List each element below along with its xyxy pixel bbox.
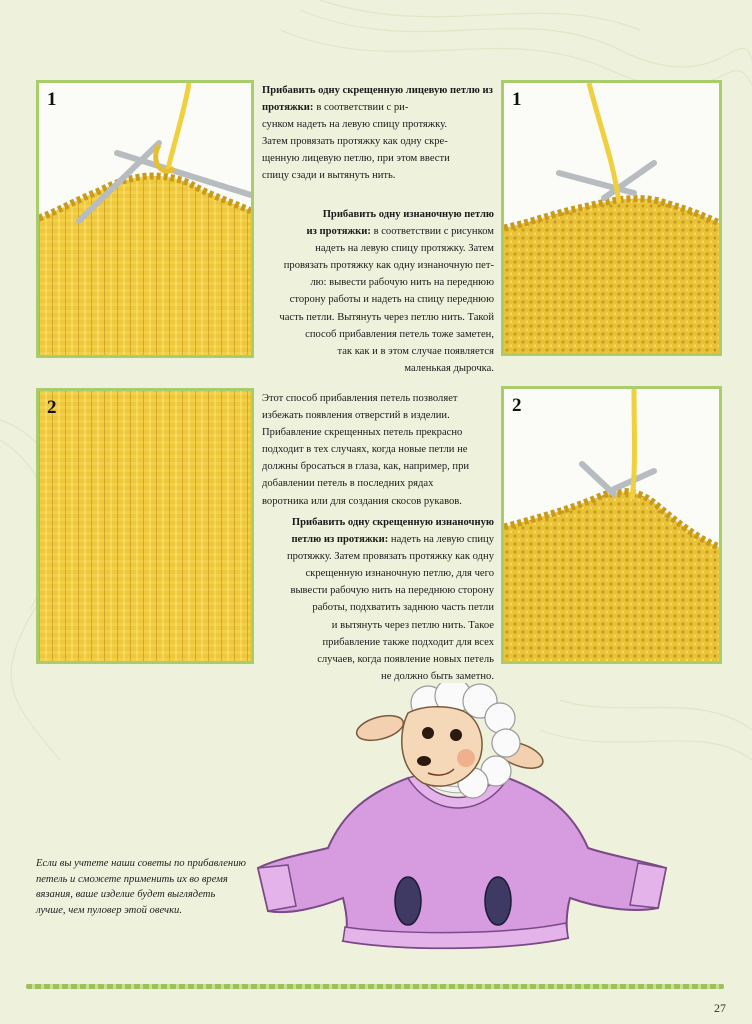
sheep-in-sweater-illustration	[248, 683, 668, 953]
instruction-line: избежать появления отверстий в изделии.	[262, 410, 450, 422]
instruction-line: добавлении петель в последних рядах	[262, 478, 434, 490]
instruction-line: так как и в этом случае появляется	[337, 345, 494, 357]
photo-knit-step-1-right	[501, 80, 722, 356]
instruction-line: прибавление также подходит для всех	[322, 636, 494, 648]
step-number-label: 2	[512, 395, 522, 416]
instruction-line: пет-	[475, 260, 494, 272]
instruction-crossed-purl-increase	[262, 514, 494, 685]
photo-needle-illustration	[39, 83, 251, 223]
instruction-heading: петлю из протяжки:	[291, 534, 389, 546]
instruction-crossed-stitch-note	[262, 390, 494, 510]
instruction-line: Прибавление скрещенных петель прекрасно	[262, 427, 463, 439]
instruction-line: провязать протяжку как одну изнаночную	[283, 260, 473, 272]
instruction-line: случаев, когда появление новых петель	[317, 653, 494, 665]
instruction-line: воротника или для создания скосов рукавов.	[262, 495, 462, 507]
instruction-line: Этот способ прибавления петель позволяет	[262, 393, 458, 404]
instruction-line: спицу сзади и вытянуть нить.	[262, 170, 396, 182]
instruction-line: в соответствии с рисунком	[373, 226, 494, 238]
instruction-line: сунком надеть на левую спицу протяжку.	[262, 119, 448, 131]
instruction-line: вывести рабочую нить на переднюю сторону	[290, 585, 494, 597]
instruction-line: надеть на левую спицу протяжку. Затем	[315, 243, 494, 255]
instruction-heading: Прибавить одну скрещенную лицевую петлю из протяжки:	[262, 85, 493, 114]
sheep-caption	[36, 856, 264, 918]
instruction-line: Затем провязать протяжку как одну скре-	[262, 136, 448, 148]
caption-line: петель и сможете применить их во время	[36, 873, 228, 885]
instruction-line: маленькая дырочка.	[404, 362, 494, 374]
photo-knit-step-2-right	[501, 386, 722, 664]
instruction-line: должны бросаться в глаза, как, например, при	[262, 461, 470, 473]
instruction-line: сторону работы и надеть на спицу переднюю	[289, 294, 494, 306]
instruction-line: в соответствии с ри-	[316, 102, 409, 114]
instruction-heading: Прибавить одну скрещенную изнаночную	[291, 517, 494, 528]
instruction-heading: из протяжки:	[306, 226, 371, 238]
instruction-line: и вытянуть через петлю нить. Такое	[331, 619, 494, 631]
instruction-line: способ прибавления петель тоже заметен,	[305, 328, 494, 340]
instruction-line: скрещенную изнаночную петлю, для чего	[305, 568, 494, 580]
instruction-line: щенную лицевую петлю, при этом ввести	[262, 153, 450, 165]
caption-line: вязания, ваше изделие будет выглядеть	[36, 889, 216, 900]
photo-needle-illustration	[504, 83, 719, 233]
footer-divider	[26, 984, 724, 989]
step-number-label: 1	[512, 89, 522, 110]
photo-knit-step-2-left	[36, 388, 254, 664]
instruction-line: лю: вывести рабочую нить на переднюю	[310, 277, 494, 289]
step-number-label: 1	[47, 89, 57, 110]
caption-line: лучше, чем пуловер этой овечки.	[36, 904, 182, 916]
instruction-line: работы, подхватить заднюю часть петли	[312, 602, 494, 614]
instruction-line: не должно быть заметно.	[381, 670, 494, 682]
step-number-label: 2	[47, 397, 57, 418]
instruction-line: подходит в тех случаях, когда новые петли не	[262, 444, 468, 456]
instruction-line: часть петли. Вытянуть через петлю нить. Такой	[279, 311, 494, 323]
caption-line: Если вы учтете наши советы по прибавлению	[36, 858, 246, 869]
instruction-line: надеть на левую спицу	[390, 534, 494, 546]
instruction-crossed-knit-increase	[262, 82, 494, 185]
photo-knit-step-1-left	[36, 80, 254, 358]
instruction-heading: Прибавить одну изнаночную петлю	[322, 209, 494, 220]
page-number: 27	[714, 1001, 726, 1015]
instruction-line: протяжку. Затем провязать протяжку как одну	[286, 551, 494, 563]
photo-needle-illustration	[504, 389, 719, 549]
instruction-purl-increase	[262, 206, 494, 377]
